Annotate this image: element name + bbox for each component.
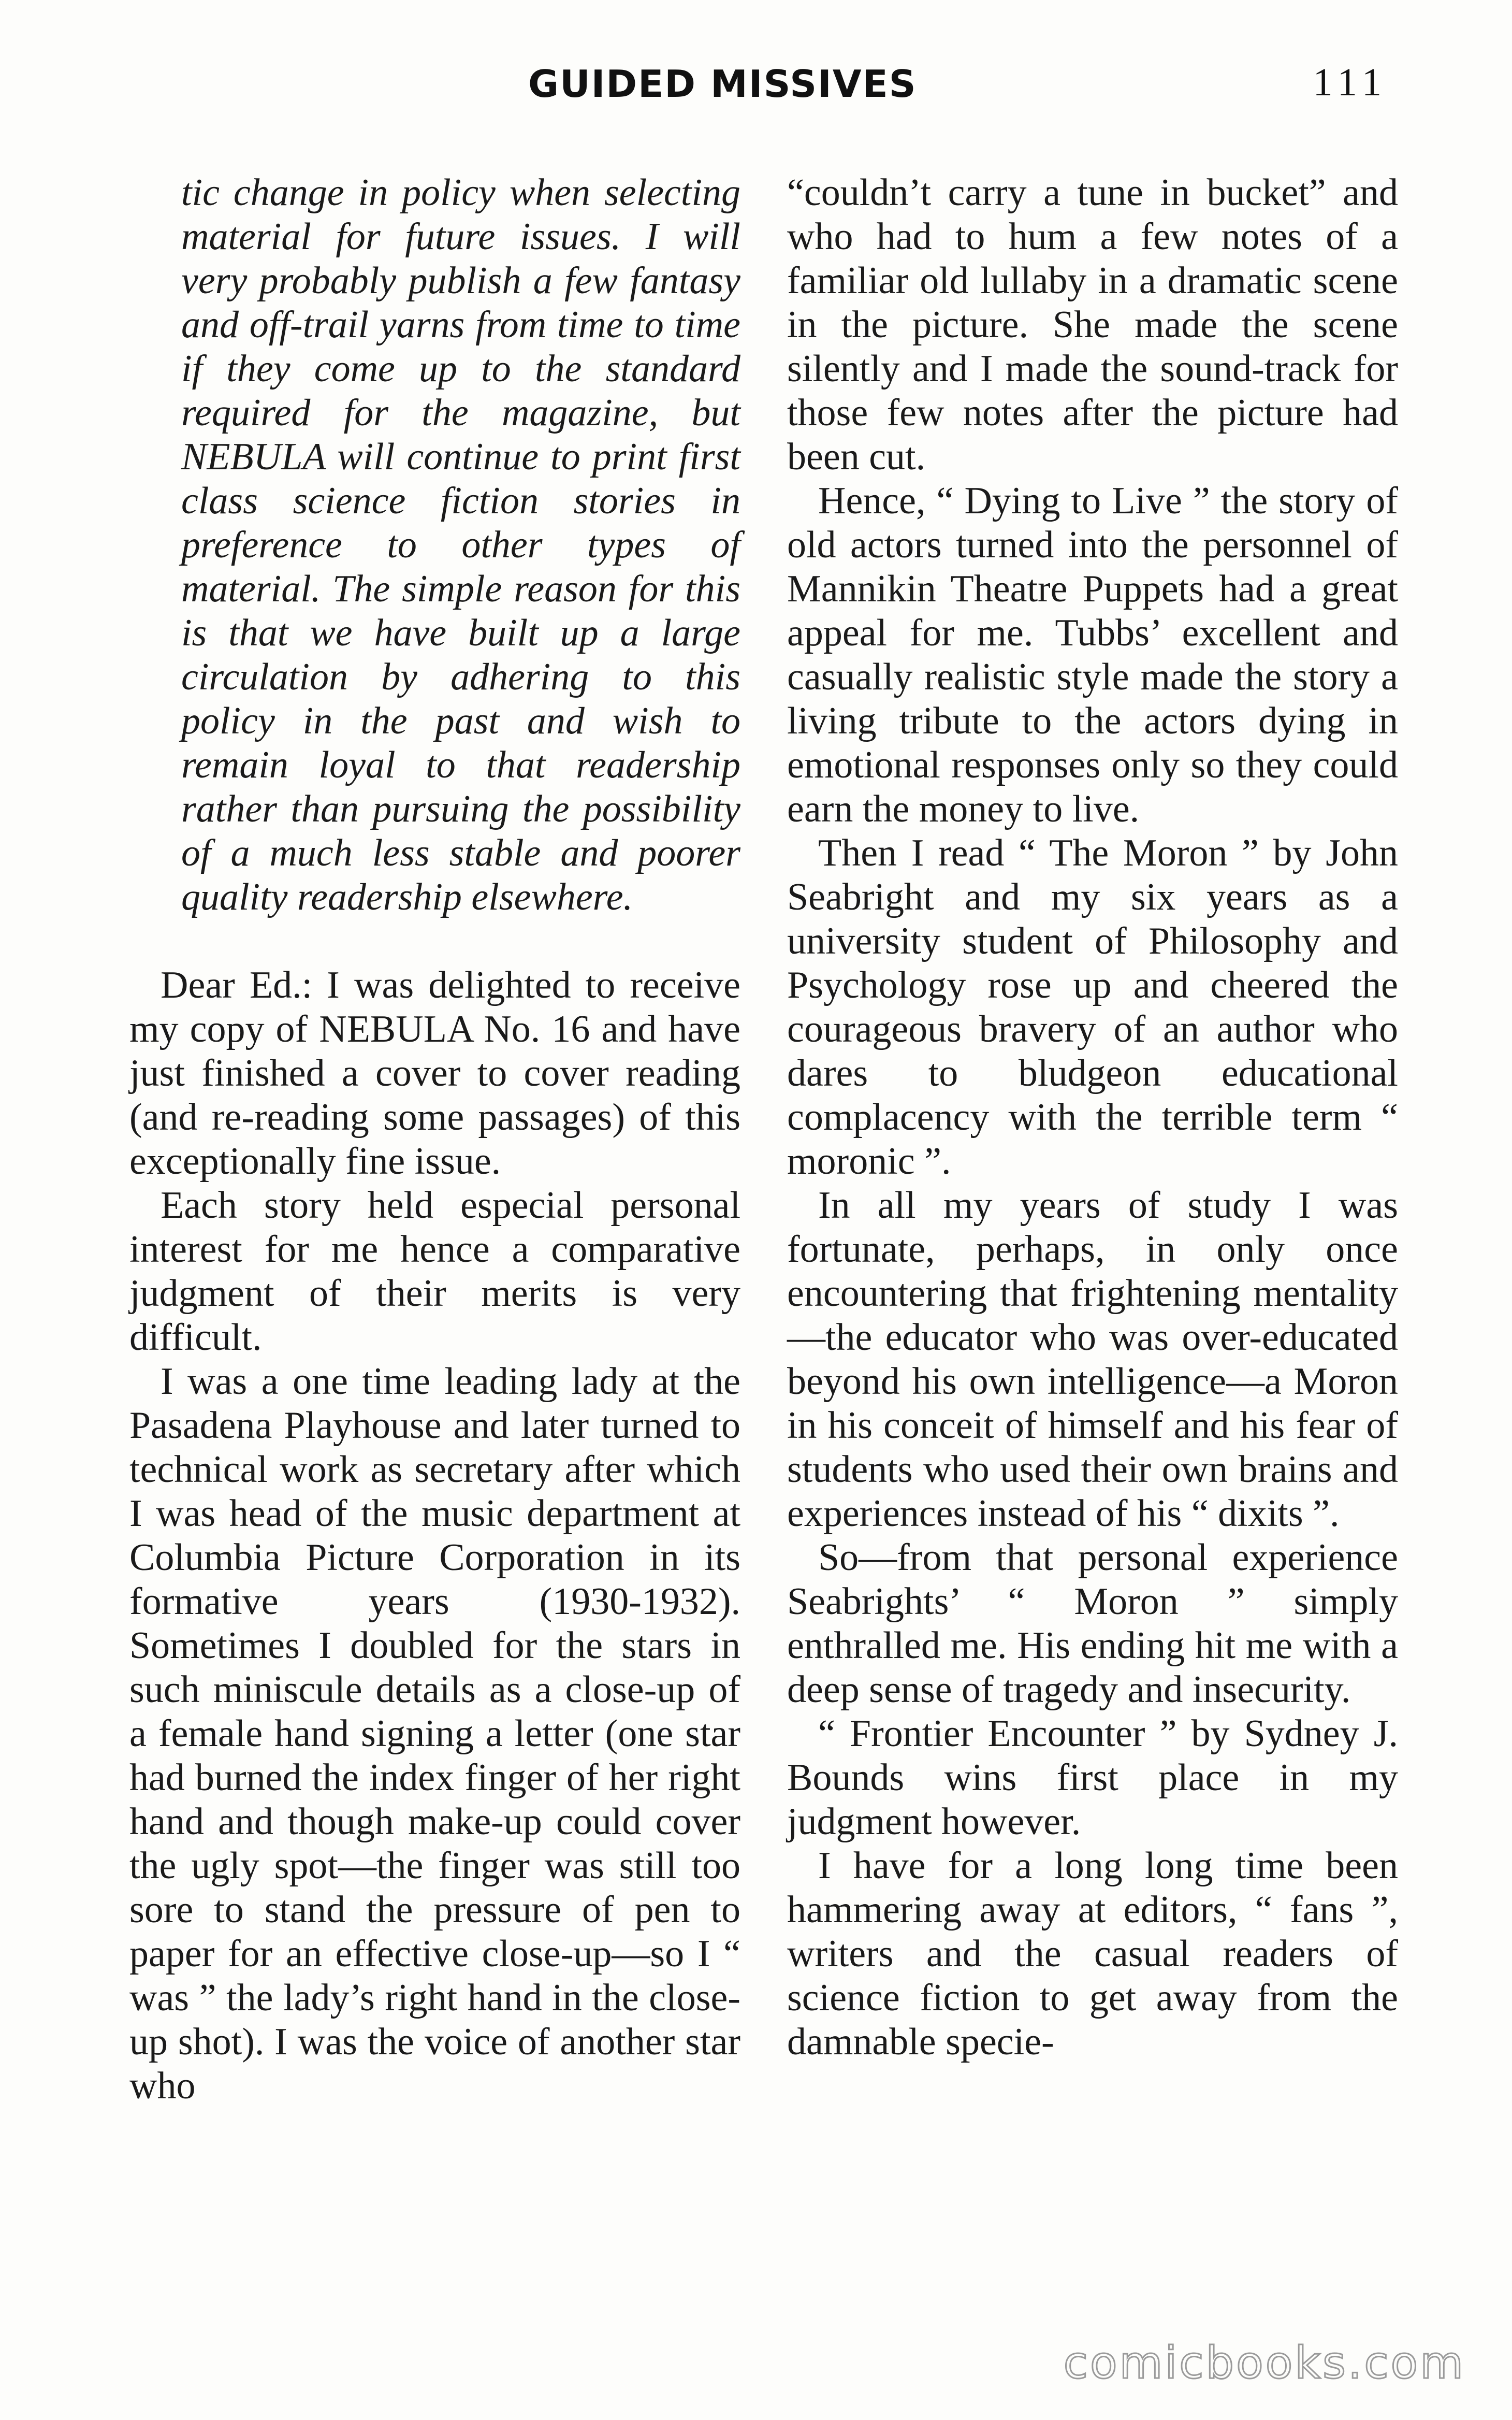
letter-paragraph: Each story held especial personal interest for me hence a comparative judgment of their merits is very difficult. [129, 1184, 740, 1359]
letter-paragraph: I was a one time leading lady at the Pasadena Playhouse and later turned to technical work as secretary after which I was head of the music department at Columbia Picture Corporation in its formative years (1930-1932). Sometimes I doubled for the stars in such miniscule details as a close-up of a female hand signing a letter (one star had burned the index finger of her right hand and though make-up could cover the ugly spot—the finger was still too sore to stand the pressure of pen to paper for an effective close-up—so I “ was ” the lady’s right hand in the close-up shot). I was the voice of another star who [129, 1360, 740, 2107]
letter-paragraph: So—from that personal experience Seabrights’ “ Moron ” simply enthralled me. His ending hit me with a deep sense of tragedy and insecurity. [787, 1536, 1398, 1711]
site-watermark: comicbooks.com [1063, 2337, 1465, 2389]
letter-paragraph: Then I read “ The Moron ” by John Seabright and my six years as a university student of Philosophy and Psychology rose up and cheered the courageous bravery of an author who dares to bludgeon educational complacency with the terrible term “ moronic ”. [787, 832, 1398, 1183]
letter-paragraph: Dear Ed.: I was delighted to receive my copy of NEBULA No. 16 and have just finished a cover to cover reading (and re-reading some passages) of this exceptionally fine issue. [129, 964, 740, 1183]
letter-paragraph: Hence, “ Dying to Live ” the story of old actors turned into the personnel of Mannikin Theatre Puppets had a great appeal for me. Tubbs’ excellent and casually realistic style made the story a living tribute to the actors dying in emotional responses only so they could earn the money to live. [787, 480, 1398, 830]
letter-paragraph: “couldn’t carry a tune in bucket” and who had to hum a few notes of a familiar old lullaby in a dramatic scene in the picture. She made the scene silently and I made the sound-track for those few notes after the picture had been cut. [787, 171, 1398, 478]
left-column [129, 171, 740, 2108]
letter-paragraph: “ Frontier Encounter ” by Sydney J. Bounds wins first place in my judgment however. [787, 1712, 1398, 1843]
editor-reply: tic change in policy when selecting material for future issues. I will very probably publish a few fantasy and off-trail yarns from time to time if they come up to the standard required for the magazine, but NEBULA will continue to print first class science fiction stories in preference to other types of material. The simple reason for this is that we have built up a large circulation by adhering to this policy in the past and wish to remain loyal to that readership rather than pursuing the possibility of a much less stable and poorer quality readership elsewhere. [181, 171, 740, 918]
running-header-title: GUIDED MISSIVES [528, 62, 917, 106]
letter-paragraph: In all my years of study I was fortunate, perhaps, in only once encountering that frightening mentality—the educator who was over-educated beyond his own intelligence—a Moron in his conceit of himself and his fear of students who used their own brains and experiences instead of his “ dixits ”. [787, 1184, 1398, 1535]
right-column [787, 171, 1398, 2064]
page-number: 111 [1313, 61, 1388, 104]
letter-paragraph: I have for a long long time been hammering away at editors, “ fans ”, writers and the casual readers of science fiction to get away from the damnable specie- [787, 1845, 1398, 2063]
